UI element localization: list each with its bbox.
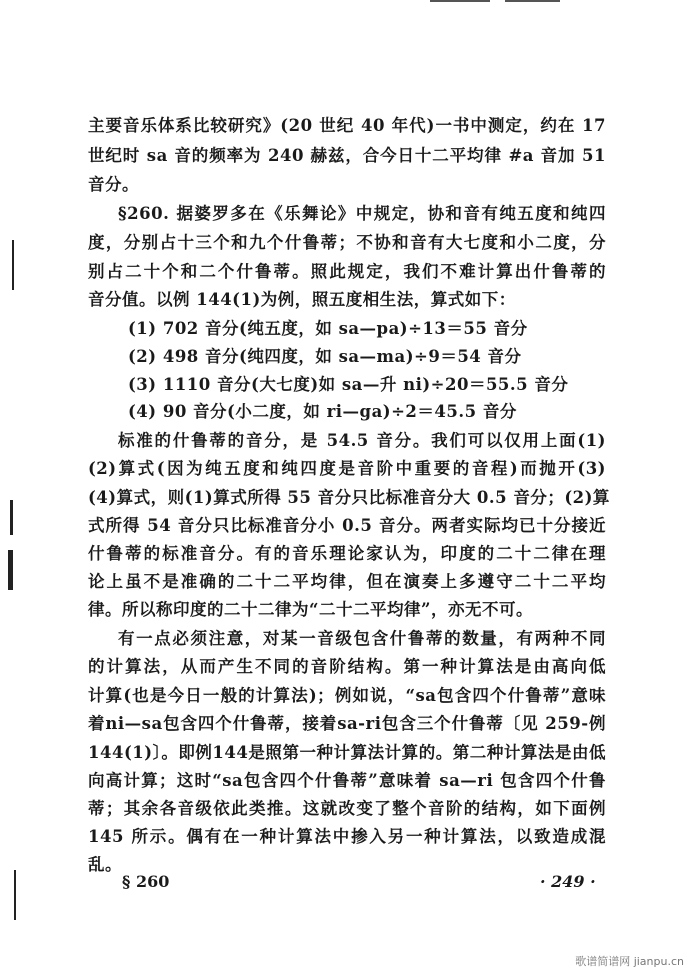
formula-line: (1) 702 音分(纯五度，如 sa—pa)÷13＝55 音分 — [128, 319, 528, 338]
scan-edge-line — [430, 0, 490, 2]
formula-line: (3) 1110 音分(大七度)如 sa—升 ni)÷20＝55.5 音分 — [128, 375, 569, 394]
text-line: §260. 据婆罗多在《乐舞论》中规定，协和音有纯五度和纯四 — [118, 204, 606, 223]
text-line: 145 所示。偶有在一种计算法中掺入另一种计算法，以致造成混 — [88, 827, 606, 846]
formula-line: (2) 498 音分(纯四度，如 sa—ma)÷9＝54 音分 — [128, 347, 522, 366]
text-line: 144(1)〕。即例144是照第一种计算法计算的。第二种计算法是由低 — [88, 743, 606, 762]
text-line: 论上虽不是准确的二十二平均律，但在演奏上多遵守二十二平均 — [88, 572, 606, 591]
text-line: 音分。 — [88, 175, 139, 194]
text-line: 着ni—sa包含四个什鲁蒂，接着sa-ri包含三个什鲁蒂〔见 259-例 — [88, 714, 606, 733]
watermark: 歌谱简谱网 jianpu.cn — [575, 955, 684, 968]
text-line: 向高计算；这时“sa包含四个什鲁蒂”意味着 sa—ri 包含四个什鲁 — [88, 771, 606, 790]
text-line: 式所得 54 音分只比标准音分小 0.5 音分。两者实际均已十分接近 — [88, 516, 606, 535]
scan-margin-mark — [12, 240, 14, 290]
text-line: 计算(也是今日一般的计算法)；例如说，“sa包含四个什鲁蒂”意味 — [88, 686, 606, 705]
text-line: (4)算式，则(1)算式所得 55 音分只比标准音分大 0.5 音分；(2)算 — [88, 488, 610, 507]
text-line: 蒂；其余各音级依此类推。这就改变了整个音阶的结构，如下面例 — [88, 799, 606, 818]
footer-section-number: § 260 — [122, 872, 170, 891]
text-line: 乱。 — [88, 855, 122, 874]
text-line: 世纪时 sa 音的频率为 240 赫兹，合今日十二平均律 #a 音加 51 — [88, 146, 606, 165]
scan-margin-mark — [8, 550, 13, 590]
page-number: · 249 · — [540, 872, 596, 891]
text-line: 律。所以称印度的二十二律为“二十二平均律”，亦无不可。 — [88, 600, 533, 619]
text-line: 音分值。以例 144(1)为例，照五度相生法，算式如下： — [88, 290, 516, 309]
text-line: (2)算式(因为纯五度和纯四度是音阶中重要的音程)而抛开(3) — [88, 459, 606, 478]
text-line: 标准的什鲁蒂的音分，是 54.5 音分。我们可以仅用上面(1) — [118, 431, 606, 450]
text-line: 有一点必须注意，对某一音级包含什鲁蒂的数量，有两种不同 — [118, 629, 606, 648]
text-line: 别占二十个和二个什鲁蒂。照此规定，我们不难计算出什鲁蒂的 — [88, 262, 606, 281]
formula-line: (4) 90 音分(小二度，如 ri—ga)÷2＝45.5 音分 — [128, 402, 517, 421]
scan-margin-mark — [14, 870, 16, 920]
text-line: 度，分别占十三个和九个什鲁蒂；不协和音有大七度和小二度，分 — [88, 233, 606, 252]
text-line: 的计算法，从而产生不同的音阶结构。第一种计算法是由高向低 — [88, 657, 606, 676]
scan-margin-mark — [10, 500, 13, 535]
scan-edge-line — [505, 0, 560, 2]
text-line: 什鲁蒂的标准音分。有的音乐理论家认为，印度的二十二律在理 — [88, 544, 606, 563]
text-line: 主要音乐体系比较研究》(20 世纪 40 年代)一书中测定，约在 17 — [88, 116, 606, 135]
